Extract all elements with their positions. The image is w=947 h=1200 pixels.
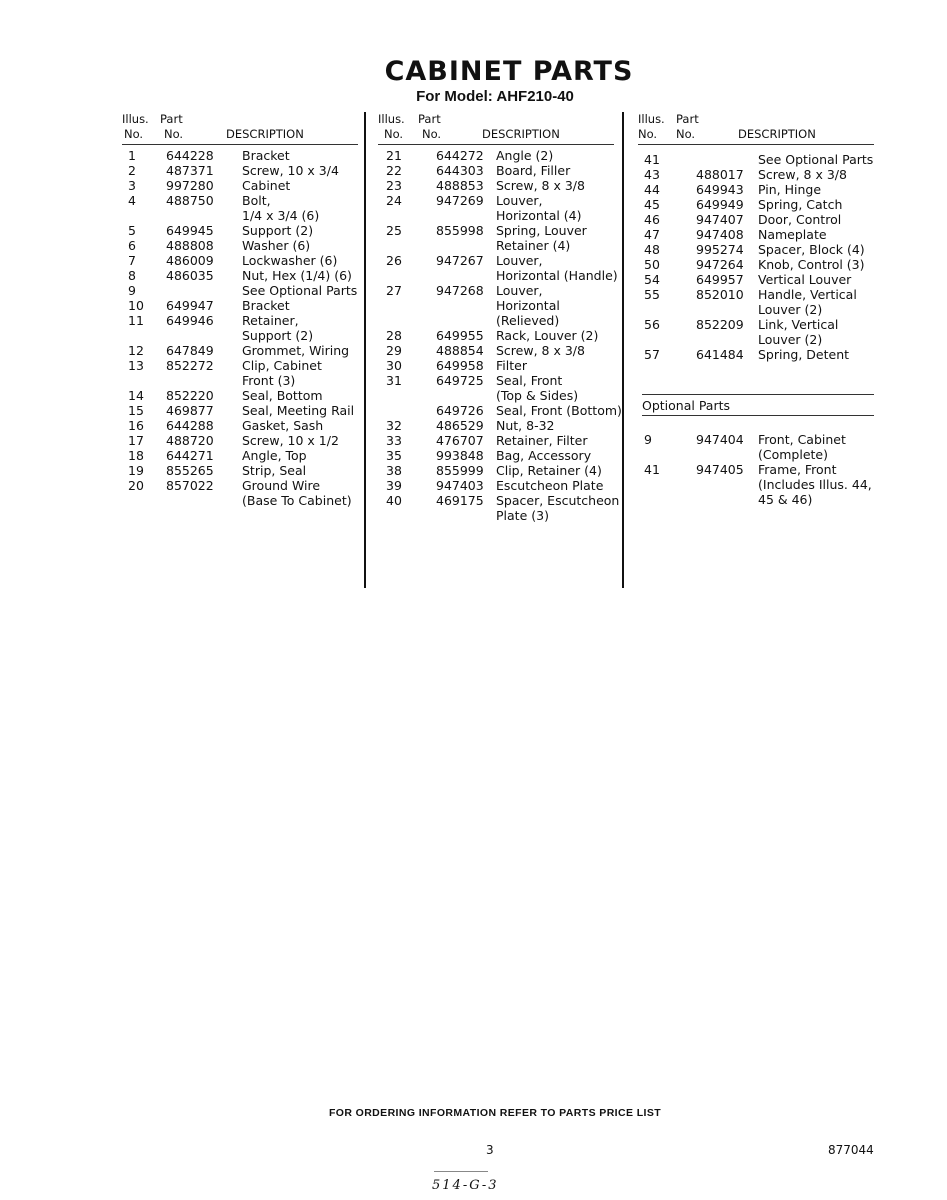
part-description: Pin, Hinge xyxy=(758,182,822,197)
part-description: Seal, Front xyxy=(496,373,563,388)
header-illus: Illus. xyxy=(378,112,405,126)
part-description: Horizontal (Handle) xyxy=(496,268,618,283)
part-description: Screw, 8 x 3/8 xyxy=(496,343,585,358)
part-description: Retainer (4) xyxy=(496,238,571,253)
illus-number: 38 xyxy=(386,463,402,478)
header-part-no: No. xyxy=(422,127,442,141)
part-description: Horizontal (4) xyxy=(496,208,582,223)
part-description: Nameplate xyxy=(758,227,827,242)
part-description: Seal, Meeting Rail xyxy=(242,403,355,418)
illus-number: 48 xyxy=(644,242,660,257)
part-number: 947264 xyxy=(696,257,744,272)
illus-number: 1 xyxy=(128,148,136,163)
part-description: Screw, 8 x 3/8 xyxy=(496,178,585,193)
illus-number: 12 xyxy=(128,343,144,358)
illus-number: 31 xyxy=(386,373,402,388)
part-description: Horizontal xyxy=(496,298,560,313)
column-header xyxy=(378,112,618,144)
illus-number: 13 xyxy=(128,358,144,373)
part-description: Frame, Front xyxy=(758,462,837,477)
header-rule xyxy=(122,144,358,145)
part-number: 947408 xyxy=(696,227,744,242)
part-description: Angle (2) xyxy=(496,148,554,163)
part-number: 649947 xyxy=(166,298,214,313)
part-description: (Top & Sides) xyxy=(496,388,579,403)
illus-number: 9 xyxy=(644,432,652,447)
illus-number: 15 xyxy=(128,403,144,418)
illus-number: 45 xyxy=(644,197,660,212)
illus-number: 21 xyxy=(386,148,402,163)
part-description: Louver (2) xyxy=(758,332,823,347)
part-description: Clip, Retainer (4) xyxy=(496,463,602,478)
part-number: 486035 xyxy=(166,268,214,283)
illus-number: 24 xyxy=(386,193,402,208)
column-header xyxy=(638,112,883,144)
part-number: 852220 xyxy=(166,388,214,403)
part-number: 644271 xyxy=(166,448,214,463)
part-description: Escutcheon Plate xyxy=(496,478,604,493)
part-number: 947405 xyxy=(696,462,744,477)
part-description: Bolt, xyxy=(242,193,271,208)
part-number: 649943 xyxy=(696,182,744,197)
illus-number: 56 xyxy=(644,317,660,332)
illus-number: 50 xyxy=(644,257,660,272)
part-description: See Optional Parts xyxy=(758,152,874,167)
part-description: Spacer, Block (4) xyxy=(758,242,865,257)
part-description: Vertical Louver xyxy=(758,272,852,287)
part-description: Door, Control xyxy=(758,212,842,227)
part-description: See Optional Parts xyxy=(242,283,358,298)
column-divider-1 xyxy=(364,112,366,588)
header-illus-no: No. xyxy=(384,127,404,141)
illus-number: 39 xyxy=(386,478,402,493)
parts-column-1 xyxy=(122,112,362,532)
illus-number: 27 xyxy=(386,283,402,298)
header-illus: Illus. xyxy=(122,112,149,126)
part-description: Gasket, Sash xyxy=(242,418,324,433)
illus-number: 43 xyxy=(644,167,660,182)
part-number: 855998 xyxy=(436,223,484,238)
illus-number: 57 xyxy=(644,347,660,362)
illus-number: 28 xyxy=(386,328,402,343)
part-number: 476707 xyxy=(436,433,484,448)
part-description: Louver, xyxy=(496,193,543,208)
part-number: 644288 xyxy=(166,418,214,433)
part-number: 995274 xyxy=(696,242,744,257)
part-number: 947407 xyxy=(696,212,744,227)
part-description: Screw, 10 x 1/2 xyxy=(242,433,339,448)
part-description: Front, Cabinet xyxy=(758,432,846,447)
part-description: Support (2) xyxy=(242,223,314,238)
part-number: 488808 xyxy=(166,238,214,253)
part-number: 649949 xyxy=(696,197,744,212)
part-number: 947267 xyxy=(436,253,484,268)
part-description: Seal, Front (Bottom) xyxy=(496,403,622,418)
header-part: Part xyxy=(418,112,441,126)
illus-number: 5 xyxy=(128,223,136,238)
part-description: Washer (6) xyxy=(242,238,311,253)
part-description: Bracket xyxy=(242,148,290,163)
illus-number: 44 xyxy=(644,182,660,197)
part-number: 997280 xyxy=(166,178,214,193)
part-number: 649957 xyxy=(696,272,744,287)
illus-number: 6 xyxy=(128,238,136,253)
part-description: 1/4 x 3/4 (6) xyxy=(242,208,320,223)
illus-number: 3 xyxy=(128,178,136,193)
part-description: Ground Wire xyxy=(242,478,321,493)
header-illus: Illus. xyxy=(638,112,665,126)
illus-number: 4 xyxy=(128,193,136,208)
part-number: 857022 xyxy=(166,478,214,493)
part-description: Retainer, Filter xyxy=(496,433,588,448)
part-description: (Includes Illus. 44, xyxy=(758,477,872,492)
part-number: 649945 xyxy=(166,223,214,238)
parts-column-3 xyxy=(638,112,883,532)
header-illus-no: No. xyxy=(638,127,658,141)
illus-number: 47 xyxy=(644,227,660,242)
header-part: Part xyxy=(160,112,183,126)
illus-number: 16 xyxy=(128,418,144,433)
illus-number: 30 xyxy=(386,358,402,373)
illus-number: 32 xyxy=(386,418,402,433)
header-description: DESCRIPTION xyxy=(482,127,560,141)
part-description: Handle, Vertical xyxy=(758,287,857,302)
part-description: (Complete) xyxy=(758,447,828,462)
part-number: 644303 xyxy=(436,163,484,178)
part-description: Nut, 8-32 xyxy=(496,418,555,433)
part-description: Board, Filler xyxy=(496,163,571,178)
part-number: 488750 xyxy=(166,193,214,208)
part-description: Spring, Louver xyxy=(496,223,587,238)
part-description: Screw, 8 x 3/8 xyxy=(758,167,847,182)
part-description: (Relieved) xyxy=(496,313,560,328)
part-description: Spring, Detent xyxy=(758,347,850,362)
illus-number: 40 xyxy=(386,493,402,508)
optional-parts-heading: Optional Parts xyxy=(642,398,731,413)
column-header xyxy=(122,112,362,144)
part-description: Link, Vertical xyxy=(758,317,839,332)
illus-number: 9 xyxy=(128,283,136,298)
parts-column-2 xyxy=(378,112,622,532)
part-description: Screw, 10 x 3/4 xyxy=(242,163,339,178)
part-description: Filter xyxy=(496,358,527,373)
part-number: 852272 xyxy=(166,358,214,373)
part-number: 644228 xyxy=(166,148,214,163)
page-title: CABINET PARTS xyxy=(384,56,634,87)
part-number: 488853 xyxy=(436,178,484,193)
part-description: Cabinet xyxy=(242,178,291,193)
header-part-no: No. xyxy=(676,127,696,141)
part-number: 469877 xyxy=(166,403,214,418)
part-number: 487371 xyxy=(166,163,214,178)
part-description: Louver (2) xyxy=(758,302,823,317)
optional-bottom-rule xyxy=(642,415,874,416)
column-divider-2 xyxy=(622,112,624,588)
part-description: Front (3) xyxy=(242,373,296,388)
part-number: 644272 xyxy=(436,148,484,163)
illus-number: 14 xyxy=(128,388,144,403)
part-number: 647849 xyxy=(166,343,214,358)
part-number: 993848 xyxy=(436,448,484,463)
header-description: DESCRIPTION xyxy=(226,127,304,141)
part-description: Plate (3) xyxy=(496,508,549,523)
handwritten-note: 514-G-3 xyxy=(432,1178,499,1193)
part-description: Seal, Bottom xyxy=(242,388,323,403)
header-rule xyxy=(378,144,614,145)
illus-number: 25 xyxy=(386,223,402,238)
illus-number: 7 xyxy=(128,253,136,268)
part-description: Bag, Accessory xyxy=(496,448,592,463)
header-part-no: No. xyxy=(164,127,184,141)
part-number: 852209 xyxy=(696,317,744,332)
part-number: 947268 xyxy=(436,283,484,298)
part-description: Lockwasher (6) xyxy=(242,253,338,268)
part-description: Clip, Cabinet xyxy=(242,358,322,373)
part-number: 488017 xyxy=(696,167,744,182)
part-description: Support (2) xyxy=(242,328,314,343)
illus-number: 11 xyxy=(128,313,144,328)
illus-number: 33 xyxy=(386,433,402,448)
part-number: 488720 xyxy=(166,433,214,448)
illus-number: 8 xyxy=(128,268,136,283)
illus-number: 26 xyxy=(386,253,402,268)
header-part: Part xyxy=(676,112,699,126)
part-number: 947269 xyxy=(436,193,484,208)
part-number: 852010 xyxy=(696,287,744,302)
part-number: 649726 xyxy=(436,403,484,418)
part-description: Angle, Top xyxy=(242,448,307,463)
ordering-note: FOR ORDERING INFORMATION REFER TO PARTS PRICE LIST xyxy=(328,1107,662,1119)
header-illus-no: No. xyxy=(124,127,144,141)
part-description: Strip, Seal xyxy=(242,463,307,478)
part-number: 486529 xyxy=(436,418,484,433)
part-description: (Base To Cabinet) xyxy=(242,493,352,508)
page-subtitle: For Model: AHF210-40 xyxy=(416,88,574,105)
part-description: Knob, Control (3) xyxy=(758,257,865,272)
illus-number: 20 xyxy=(128,478,144,493)
part-number: 649955 xyxy=(436,328,484,343)
part-number: 649725 xyxy=(436,373,484,388)
optional-top-rule xyxy=(642,394,874,395)
part-number: 488854 xyxy=(436,343,484,358)
illus-number: 46 xyxy=(644,212,660,227)
document-number: 877044 xyxy=(828,1143,874,1157)
illus-number: 10 xyxy=(128,298,144,313)
header-description: DESCRIPTION xyxy=(738,127,816,141)
illus-number: 18 xyxy=(128,448,144,463)
part-description: Bracket xyxy=(242,298,290,313)
part-description: Nut, Hex (1/4) (6) xyxy=(242,268,352,283)
part-description: 45 & 46) xyxy=(758,492,813,507)
illus-number: 2 xyxy=(128,163,136,178)
illus-number: 29 xyxy=(386,343,402,358)
header-rule xyxy=(638,144,874,145)
part-description: Louver, xyxy=(496,283,543,298)
illus-number: 23 xyxy=(386,178,402,193)
illus-number: 22 xyxy=(386,163,402,178)
part-number: 855999 xyxy=(436,463,484,478)
illus-number: 19 xyxy=(128,463,144,478)
part-number: 649958 xyxy=(436,358,484,373)
page-number: 3 xyxy=(486,1143,494,1157)
illus-number: 54 xyxy=(644,272,660,287)
part-number: 855265 xyxy=(166,463,214,478)
part-description: Spacer, Escutcheon xyxy=(496,493,620,508)
illus-number: 35 xyxy=(386,448,402,463)
illus-number: 41 xyxy=(644,462,660,477)
part-number: 947404 xyxy=(696,432,744,447)
part-number: 649946 xyxy=(166,313,214,328)
illus-number: 17 xyxy=(128,433,144,448)
part-description: Spring, Catch xyxy=(758,197,843,212)
part-number: 641484 xyxy=(696,347,744,362)
handwritten-underline xyxy=(434,1171,488,1172)
illus-number: 41 xyxy=(644,152,660,167)
part-description: Louver, xyxy=(496,253,543,268)
part-description: Grommet, Wiring xyxy=(242,343,350,358)
part-number: 469175 xyxy=(436,493,484,508)
part-number: 947403 xyxy=(436,478,484,493)
part-description: Retainer, xyxy=(242,313,299,328)
illus-number: 55 xyxy=(644,287,660,302)
part-number: 486009 xyxy=(166,253,214,268)
part-description: Rack, Louver (2) xyxy=(496,328,599,343)
